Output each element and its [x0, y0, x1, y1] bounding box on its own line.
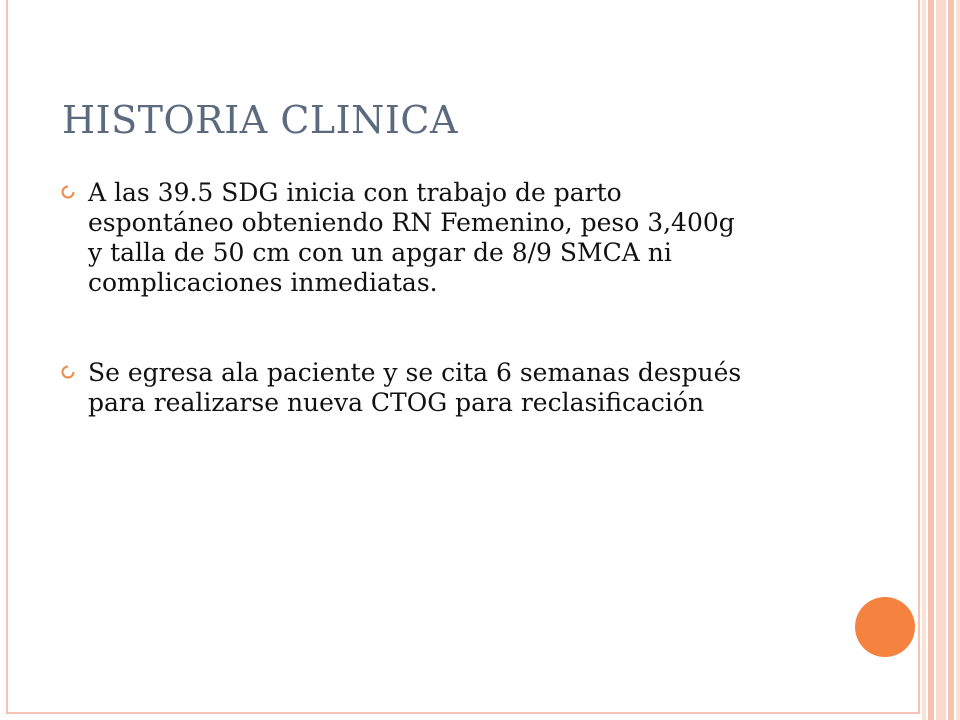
decorative-stripe — [956, 0, 960, 720]
bullet-circle-icon — [60, 364, 76, 380]
slide-title: HISTORIA CLINICA — [62, 98, 458, 142]
decorative-stripe — [922, 0, 926, 720]
bullet-text: Se egresa ala paciente y se cita 6 semanas después para realizarse nueva CTOG para reclasificación — [88, 358, 742, 417]
decorative-stripe — [948, 0, 954, 720]
bullet-item — [60, 358, 750, 418]
decorative-stripe — [928, 0, 934, 720]
bullet-text: A las 39.5 SDG inicia con trabajo de parto espontáneo obteniendo RN Femenino, peso 3,400g y talla de 50 cm con un apgar de 8/9 SMCA ni complicaciones inmediatas. — [88, 178, 735, 297]
decorative-circle — [855, 597, 915, 657]
decorative-stripe — [936, 0, 946, 720]
bullet-circle-icon — [60, 184, 76, 200]
bullet-list — [60, 178, 750, 478]
bullet-item — [60, 178, 750, 298]
